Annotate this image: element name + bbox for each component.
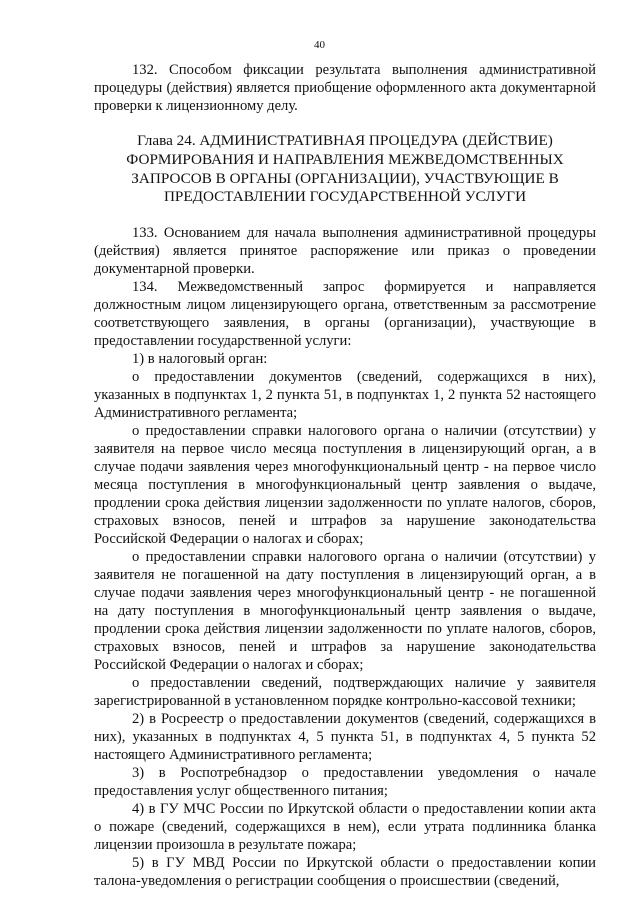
list-item-mchs: 4) в ГУ МЧС России по Иркутской области о предоставлении копии акта о пожаре (сведений, содержащихся в нем), если утрата подлинника бланка лицензии произошла в результате пожара; [94,801,596,854]
list-item-cash-register: о предоставлении сведений, подтверждающих наличие у заявителя зарегистрированной в установленном порядке контрольно-кассовой техники; [94,675,596,710]
chapter-title-line: ЗАПРОСОВ В ОРГАНЫ (ОРГАНИЗАЦИИ), УЧАСТВУЮЩИЕ В [131,169,559,187]
list-item-tax-certificate-first: о предоставлении справки налогового органа о наличии (отсутствии) у заявителя на первое число месяца поступления в лицензирующий орган, а в случае подачи заявления через многофункциональный центр - на первое число месяца поступления в многофункциональный центр заявления о выдаче, продлении срока действия лицензии задолженности по уплате налогов, сборов, страховых взносов, пеней и штрафов за нарушение законодательства Российской Федерации о налогах и сборах; [94,423,596,548]
chapter-title-line: Глава 24. АДМИНИСТРАТИВНАЯ ПРОЦЕДУРА (ДЕЙСТВИЕ) [137,132,553,149]
list-item-mvd: 5) в ГУ МВД России по Иркутской области о предоставлении копии талона-уведомления о регистрации сообщения о происшествии (сведений, [94,855,596,890]
list-item-rosreestr: 2) в Росреестр о предоставлении документов (сведений, содержащихся в них), указанных в подпунктах 4, 5 пункта 51, в подпунктах 4, 5 пункта 52 настоящего Административного регламента; [94,711,596,764]
paragraph-132: 132. Способом фиксации результата выполнения административной процедуры (действия) является приобщение оформленного акта документарной проверки к лицензионному делу. [94,62,596,114]
paragraph-133: 133. Основанием для начала выполнения административной процедуры (действия) является принятое распоряжение или приказ о проведении документарной проверки. [94,225,596,278]
chapter-title-line: ПРЕДОСТАВЛЕНИИ ГОСУДАРСТВЕННОЙ УСЛУГИ [163,188,527,206]
list-item-rospotrebnadzor: 3) в Роспотребнадзор о предоставлении уведомления о начале предоставления услуг общественного питания; [94,765,596,800]
document-body [94,61,596,890]
list-item-tax-authority: 1) в налоговый орган: [132,351,268,368]
list-item-documents: о предоставлении документов (сведений, содержащихся в них), указанных в подпунктах 1, 2 пункта 51, в подпунктах 1, 2 пункта 52 настоящего Административного регламента; [94,369,596,422]
chapter-title-line: ФОРМИРОВАНИЯ И НАПРАВЛЕНИЯ МЕЖВЕДОМСТВЕННЫХ [126,150,564,168]
page-number: 40 [314,39,325,51]
paragraph-134: 134. Межведомственный запрос формируется и направляется должностным лицом лицензирующего органа, ответственным за рассмотрение соответствующего заявления, в органы (организации), участвующие в предоставлении государственной услуги: [94,279,596,350]
chapter-title [94,132,596,207]
list-item-tax-certificate-unpaid: о предоставлении справки налогового органа о наличии (отсутствии) у заявителя не погашенной на дату поступления в лицензирующий орган, а в случае подачи заявления через многофункциональный центр - не погашенной на дату поступления в многофункциональный центр заявления о выдаче, продлении срока действия лицензии задолженности по уплате налогов, сборов, страховых взносов, пеней и штрафов за нарушение законодательства Российской Федерации о налогах и сборах; [94,549,596,674]
